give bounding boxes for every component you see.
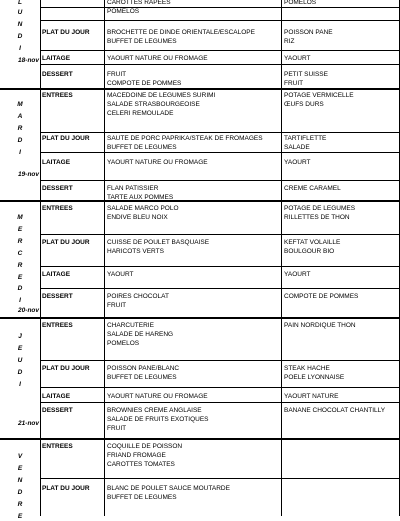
row-border (40, 7, 400, 8)
meal-category: PLAT DU JOUR (42, 365, 90, 372)
menu-item-alternative: PAIN NORDIQUE THON (284, 322, 356, 329)
day-letter: D (17, 137, 23, 144)
menu-item-alternative: POTAGE DE LEGUMES (284, 205, 356, 212)
day-letter: E (17, 345, 23, 352)
meal-category: LAITAGE (42, 159, 71, 166)
menu-item-alternative: YAOURT NATURE (284, 393, 339, 400)
menu-item-primary: HARICOTS VERTS (107, 248, 164, 255)
menu-item-primary: ENDIVE BLEU NOIX (107, 214, 168, 221)
menu-item-primary: BUFFET DE LEGUMES (107, 494, 177, 501)
day-letter: I (19, 45, 21, 52)
meal-category: LAITAGE (42, 271, 71, 278)
day-letter: N (17, 477, 23, 484)
day-letter: I (19, 381, 21, 388)
day-letter: D (17, 489, 23, 496)
row-border (40, 402, 400, 403)
row-border (40, 152, 400, 153)
day-letter: E (17, 226, 23, 233)
menu-item-alternative: YAOURT (284, 159, 311, 166)
row-border (40, 360, 400, 361)
day-letter: R (17, 501, 23, 508)
menu-item-primary: CUISSE DE POULET BASQUAISE (107, 239, 210, 246)
day-letter: E (17, 513, 23, 520)
menu-item-primary: BLANC DE POULET SAUCE MOUTARDE (107, 485, 230, 492)
day-letter: D (17, 33, 23, 40)
menu-item-primary: YAOURT (107, 271, 134, 278)
meal-category: DESSERT (42, 293, 73, 300)
meal-category: DESSERT (42, 407, 73, 414)
day-border (0, 88, 400, 90)
menu-item-alternative: ŒUFS DURS (284, 101, 324, 108)
menu-item-primary: BROCHETTE DE DINDE ORIENTALE/ESCALOPE (107, 29, 255, 36)
row-border (40, 64, 400, 65)
meal-category: LAITAGE (42, 393, 71, 400)
menu-item-primary: POMELOS (107, 8, 140, 15)
menu-item-alternative: SALADE (284, 144, 310, 151)
menu-item-primary: FRUIT (107, 425, 127, 432)
menu-item-primary: YAOURT NATURE OU FROMAGE (107, 55, 208, 62)
menu-item-primary: BUFFET DE LEGUMES (107, 144, 177, 151)
row-border (40, 387, 400, 388)
day-letter: D (17, 369, 23, 376)
day-letter: D (17, 285, 23, 292)
meal-category: ENTREES (42, 92, 73, 99)
meal-category: PLAT DU JOUR (42, 239, 90, 246)
menu-item-alternative: POELE LYONNAISE (284, 374, 345, 381)
day-letter: A (17, 113, 23, 120)
day-letter: U (17, 9, 23, 16)
menu-item-primary: BUFFET DE LEGUMES (107, 374, 177, 381)
menu-item-primary: FLAN PATISSIER (107, 185, 159, 192)
day-letter: N (17, 21, 23, 28)
menu-item-alternative: PETIT SUISSE (284, 71, 328, 78)
day-letter: C (17, 250, 23, 257)
menu-item-primary: MACEDOINE DE LEGUMES SURIMI (107, 92, 216, 99)
menu-item-primary: TARTE AUX POMMES (107, 194, 174, 201)
menu-item-primary: FRUIT (107, 71, 127, 78)
day-letter: M (17, 214, 23, 221)
meal-category: DESSERT (42, 71, 73, 78)
menu-item-primary: YAOURT NATURE OU FROMAGE (107, 393, 208, 400)
menu-item-primary: BUFFET DE LEGUMES (107, 38, 177, 45)
menu-item-primary: CAROTTES TOMATES (107, 461, 175, 468)
day-letter: R (17, 125, 23, 132)
day-letter: R (17, 238, 23, 245)
day-border (0, 317, 400, 319)
row-border (40, 20, 400, 21)
menu-item-primary: COMPOTE DE POMMES (107, 80, 182, 87)
row-border (40, 266, 400, 267)
day-letter: U (17, 357, 23, 364)
menu-item-alternative: POTAGE VERMICELLE (284, 92, 354, 99)
menu-item-alternative: BOULGOUR BIO (284, 248, 335, 255)
day-letter: I (19, 297, 21, 304)
row-border (40, 180, 400, 181)
row-border (40, 288, 400, 289)
menu-item-alternative: TARTIFLETTE (284, 135, 327, 142)
menu-item-primary: COQUILLE DE POISSON (107, 443, 183, 450)
menu-item-alternative: BANANE CHOCOLAT CHANTILLY (284, 407, 386, 414)
day-date: 18-nov (18, 57, 39, 64)
menu-item-primary: SALADE MARCO POLO (107, 205, 179, 212)
row-border (40, 50, 400, 51)
day-letter: R (17, 262, 23, 269)
day-letter: V (17, 453, 23, 460)
row-border (40, 234, 400, 235)
menu-item-alternative: RIZ (284, 38, 295, 45)
menu-item-primary: FRUIT (107, 302, 127, 309)
day-date: 20-nov (18, 307, 39, 314)
day-letter: L (18, 0, 22, 6)
day-letter: I (19, 149, 21, 156)
menu-item-primary: YAOURT NATURE OU FROMAGE (107, 159, 208, 166)
menu-item-alternative: YAOURT (284, 55, 311, 62)
menu-item-alternative: KEFTAT VOLAILLE (284, 239, 341, 246)
menu-item-alternative: POMELOS (284, 0, 317, 6)
meal-category: ENTREES (42, 205, 73, 212)
menu-item-primary: CELERI REMOULADE (107, 110, 174, 117)
day-letter: E (17, 465, 23, 472)
menu-item-alternative: YAOURT (284, 271, 311, 278)
meal-category: PLAT DU JOUR (42, 485, 90, 492)
menu-item-primary: CHARCUTERIE (107, 322, 154, 329)
menu-item-primary: SALADE DE HARENG (107, 331, 174, 338)
meal-category: LAITAGE (42, 55, 71, 62)
menu-item-primary: POISSON PANE/BLANC (107, 365, 180, 372)
menu-item-primary: SALADE DE FRUITS EXOTIQUES (107, 416, 209, 423)
menu-item-primary: CAROTTES RAPEES (107, 0, 171, 6)
menu-item-primary: SAUTE DE PORC PAPRIKA/STEAK DE FROMAGES (107, 135, 263, 142)
meal-category: PLAT DU JOUR (42, 135, 90, 142)
menu-item-alternative: POISSON PANE (284, 29, 333, 36)
meal-category: ENTREES (42, 443, 73, 450)
day-border (0, 200, 400, 202)
meal-category: PLAT DU JOUR (42, 29, 90, 36)
day-date: 21-nov (18, 420, 39, 427)
menu-item-primary: BROWNIES CREME ANGLAISE (107, 407, 202, 414)
row-border (40, 132, 400, 133)
menu-item-alternative: STEAK HACHE (284, 365, 330, 372)
day-border (0, 438, 400, 440)
meal-category: DESSERT (42, 185, 73, 192)
day-letter: M (17, 101, 23, 108)
menu-item-alternative: CREME CARAMEL (284, 185, 341, 192)
menu-item-alternative: RILLETTES DE THON (284, 214, 350, 221)
day-date: 19-nov (18, 171, 39, 178)
menu-item-primary: POIRES CHOCOLAT (107, 293, 170, 300)
meal-category: ENTREES (42, 322, 73, 329)
row-border (40, 478, 400, 479)
day-letter: E (17, 274, 23, 281)
day-letter: J (18, 333, 22, 340)
menu-item-primary: POMELOS (107, 340, 140, 347)
menu-item-primary: FRIAND FROMAGE (107, 452, 166, 459)
menu-item-alternative: FRUIT (284, 80, 304, 87)
menu-item-alternative: COMPOTE DE POMMES (284, 293, 359, 300)
menu-item-primary: SALADE STRASBOURGEOISE (107, 101, 200, 108)
